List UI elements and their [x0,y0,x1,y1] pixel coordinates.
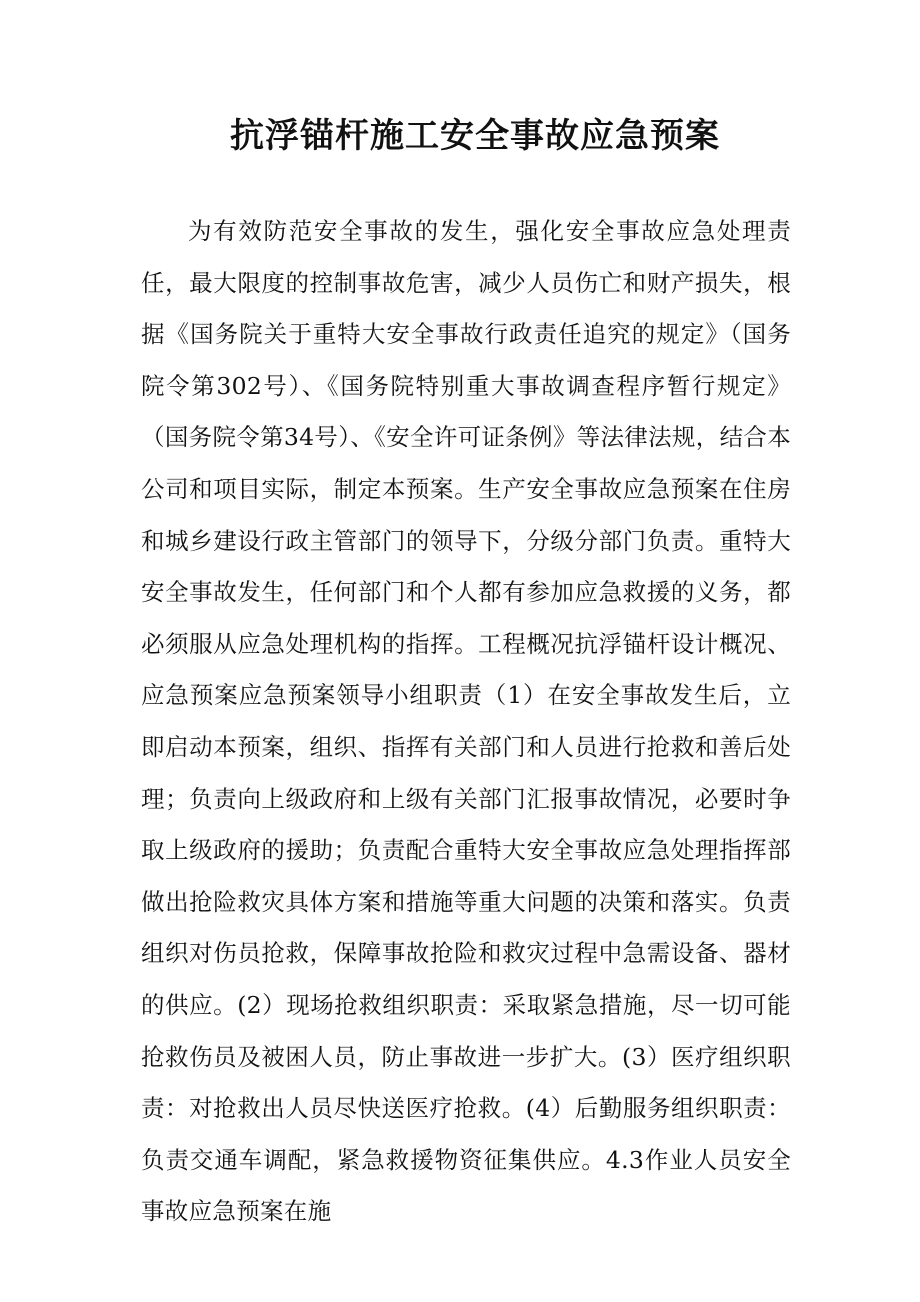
document-body-paragraph: 为有效防范安全事故的发生，强化安全事故应急处理责任，最大限度的控制事故危害，减少人员伤亡和财产损失，根据《国务院关于重特大安全事故行政责任追究的规定》（国务院令第302号）、《国务院特别重大事故调查程序暂行规定》（国务院令第34号）、《安全许可证条例》等法律法规，结合本公司和项目实际，制定本预案。生产安全事故应急预案在住房和城乡建设行政主管部门的领导下，分级分部门负责。重特大安全事故发生，任何部门和个人都有参加应急救援的义务，都必须服从应急处理机构的指挥。工程概况抗浮锚杆设计概况、应急预案应急预案领导小组职责（1）在安全事故发生后，立即启动本预案，组织、指挥有关部门和人员进行抢救和善后处理；负责向上级政府和上级有关部门汇报事故情况，必要时争取上级政府的援助；负责配合重特大安全事故应急处理指挥部做出抢险救灾具体方案和措施等重大问题的决策和落实。负责组织对伤员抢救，保障事故抢险和救灾过程中急需设备、器材的供应。(2）现场抢救组织职责：采取紧急措施，尽一切可能抢救伤员及被困人员，防止事故进一步扩大。(3）医疗组织职责：对抢救出人员尽快送医疗抢救。(4）后勤服务组织职责：负责交通车调配，紧急救援物资征集供应。4.3作业人员安全事故应急预案在施 [141,217,791,1226]
document-title: 抗浮锚杆施工安全事故应急预案 [230,116,720,156]
